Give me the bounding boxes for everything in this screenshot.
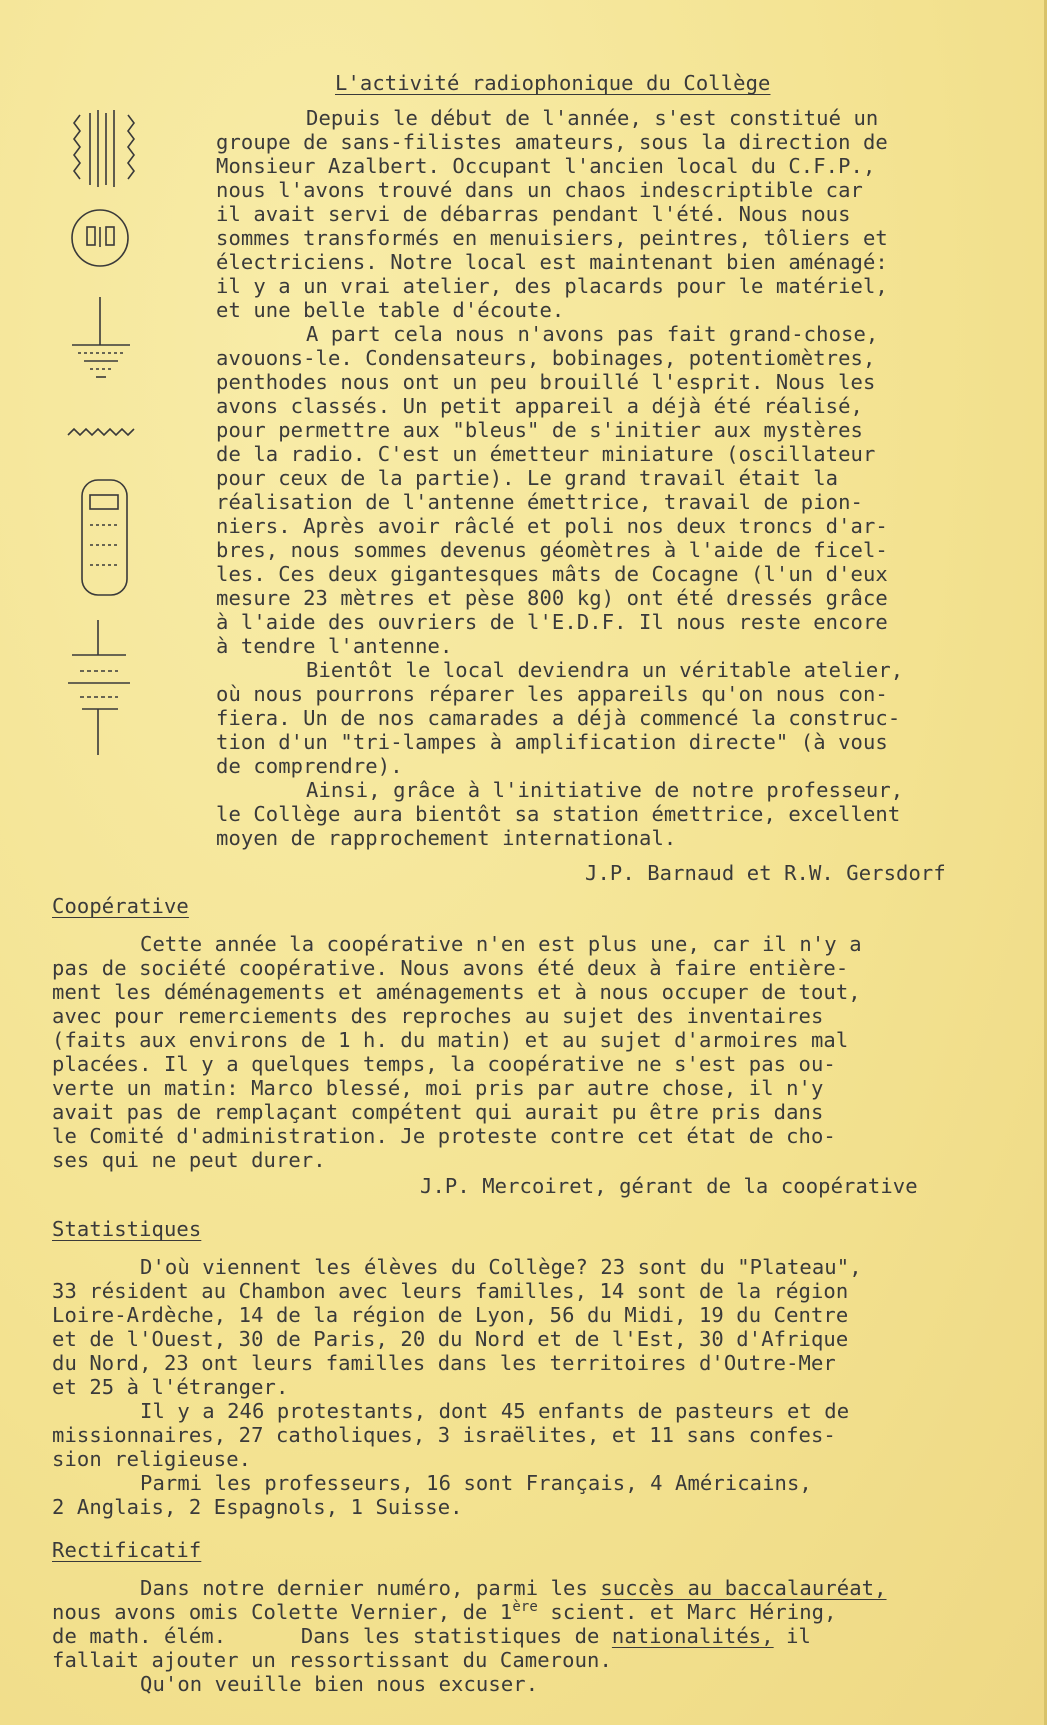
text-line: 2 Anglais, 2 Espagnols, 1 Suisse. [52, 1495, 463, 1519]
superscript: ère [512, 1599, 538, 1615]
text-line: il avait servi de débarras pendant l'été. Nous nous [216, 202, 851, 226]
text-run: Dans notre dernier numéro, parmi les [140, 1576, 601, 1600]
text-run: scient. et Marc Héring, [537, 1600, 837, 1624]
coop-signature: J.P. Mercoiret, gérant de la coopérative [420, 1174, 918, 1198]
text-line: bres, nous sommes devenus géomètres à l'aide de ficel- [216, 538, 888, 562]
text-run: il [773, 1624, 811, 1648]
coop-section-title: Coopérative [52, 894, 189, 918]
rectif-section-title: Rectificatif [52, 1538, 202, 1562]
text-line: 33 résident au Chambon avec leurs familles, 14 sont de la région [52, 1279, 849, 1303]
text-line: mesure 23 mètres et pèse 800 kg) ont été dressés grâce [216, 586, 888, 610]
text-line: de la radio. C'est un émetteur miniature (oscillateur [216, 442, 876, 466]
text-run: nous avons omis Colette Vernier, de 1 [52, 1600, 513, 1624]
text-line: avons classés. Un petit appareil a déjà été réalisé, [216, 394, 863, 418]
text-line: ment les déménagements et aménagements et à nous occuper de tout, [52, 980, 861, 1004]
text-line: où nous pourrons réparer les appareils qu'on nous con- [216, 682, 888, 706]
text-line [140, 1576, 887, 1600]
text-line: et une belle table d'écoute. [216, 298, 565, 322]
text-line: moyen de rapprochement international. [216, 826, 677, 850]
text-line: placées. Il y a quelques temps, la coopérative ne s'est pas ou- [52, 1052, 836, 1076]
text-line: Loire-Ardèche, 14 de la région de Lyon, 56 du Midi, 19 du Centre [52, 1303, 849, 1327]
text-line: fiera. Un de nos camarades a déjà commencé la construc- [216, 706, 901, 730]
text-line: ses qui ne peut durer. [52, 1148, 326, 1172]
text-line: Qu'on veuille bien nous excuser. [140, 1672, 539, 1696]
text-line: Cette année la coopérative n'en est plus une, car il n'y a [140, 932, 862, 956]
text-line: Depuis le début de l'année, s'est constitué un [306, 106, 879, 130]
text-line: Parmi les professeurs, 16 sont Français, 4 Américains, [140, 1471, 812, 1495]
text-run: de math. élém. Dans les statistiques de [52, 1624, 612, 1648]
text-line: les. Ces deux gigantesques mâts de Cocagne (l'un d'eux [216, 562, 888, 586]
text-line: à l'aide des ouvriers de l'E.D.F. Il nous reste encore [216, 610, 888, 634]
text-line: A part cela nous n'avons pas fait grand-chose, [306, 322, 879, 346]
underlined-phrase: nationalités, [611, 1624, 774, 1648]
text-line [52, 1624, 811, 1648]
text-line: de comprendre). [216, 754, 403, 778]
text-line: Il y a 246 protestants, dont 45 enfants de pasteurs et de [140, 1399, 850, 1423]
text-line: Bientôt le local deviendra un véritable atelier, [306, 658, 904, 682]
text-line: pas de société coopérative. Nous avons été deux à faire entière- [52, 956, 849, 980]
radio-signature: J.P. Barnaud et R.W. Gersdorf [585, 861, 946, 885]
text-line: sion religieuse. [52, 1447, 252, 1471]
text-line: avouons-le. Condensateurs, bobinages, potentiomètres, [216, 346, 876, 370]
text-line: missionnaires, 27 catholiques, 3 israëlites, et 11 sans confes- [52, 1423, 836, 1447]
text-line: avait pas de remplaçant compétent qui aurait pu être pris dans [52, 1100, 824, 1124]
text-line: le Comité d'administration. Je proteste contre cet état de cho- [52, 1124, 836, 1148]
text-line: D'où viennent les élèves du Collège? 23 sont du "Plateau", [140, 1255, 862, 1279]
text-line: avec pour remerciements des reproches au sujet des inventaires [52, 1004, 824, 1028]
text-line: réalisation de l'antenne émettrice, travail de pion- [216, 490, 863, 514]
text-line: électriciens. Notre local est maintenant bien aménagé: [216, 250, 888, 274]
text-line: verte un matin: Marco blessé, moi pris par autre chose, il n'y [52, 1076, 824, 1100]
radio-section-title: L'activité radiophonique du Collège [335, 71, 771, 95]
text-line: le Collège aura bientôt sa station émettrice, excellent [216, 802, 901, 826]
stats-section-title: Statistiques [52, 1217, 202, 1241]
text-line: pour permettre aux "bleus" de s'initier aux mystères [216, 418, 863, 442]
text-line [52, 1600, 837, 1624]
text-line: et 25 à l'étranger. [52, 1375, 289, 1399]
text-line: fallait ajouter un ressortissant du Cameroun. [52, 1648, 612, 1672]
text-line: nous l'avons trouvé dans un chaos indescriptible car [216, 178, 863, 202]
text-line: Monsieur Azalbert. Occupant l'ancien local du C.F.P., [216, 154, 876, 178]
text-line: groupe de sans-filistes amateurs, sous la direction de [216, 130, 888, 154]
text-line: Ainsi, grâce à l'initiative de notre professeur, [306, 778, 904, 802]
text-line: penthodes nous ont un peu brouillé l'esprit. Nous les [216, 370, 876, 394]
underlined-phrase: succès au baccalauréat, [600, 1576, 887, 1600]
text-line: tion d'un "tri-lampes à amplification directe" (à vous [216, 730, 888, 754]
radio-schematic-drawing [60, 105, 165, 805]
text-line: pour ceux de la partie). Le grand travail était la [216, 466, 839, 490]
text-line: (faits aux environs de 1 h. du matin) et au sujet d'armoires mal [52, 1028, 849, 1052]
text-line: sommes transformés en menuisiers, peintres, tôliers et [216, 226, 888, 250]
text-line: du Nord, 23 ont leurs familles dans les territoires d'Outre-Mer [52, 1351, 836, 1375]
text-line: et de l'Ouest, 30 de Paris, 20 du Nord et de l'Est, 30 d'Afrique [52, 1327, 849, 1351]
text-line: il y a un vrai atelier, des placards pour le matériel, [216, 274, 888, 298]
text-line: à tendre l'antenne. [216, 634, 453, 658]
text-line: niers. Après avoir râclé et poli nos deux troncs d'ar- [216, 514, 888, 538]
